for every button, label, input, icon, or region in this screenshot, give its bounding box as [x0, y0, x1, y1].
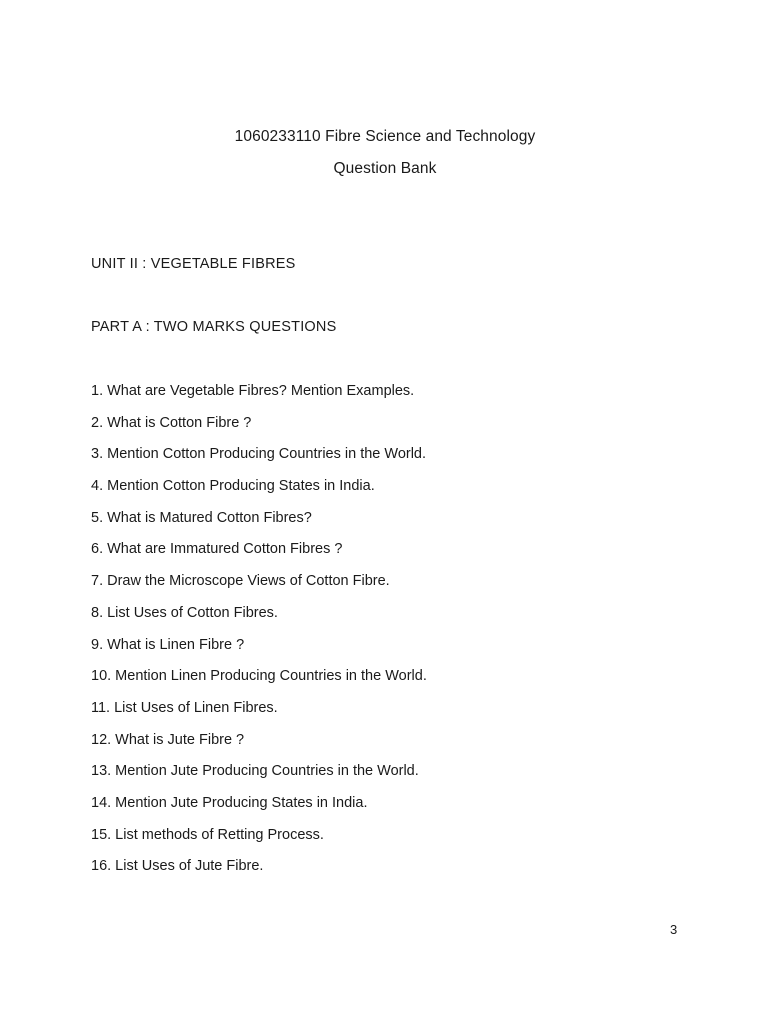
question-item: 6. What are Immatured Cotton Fibres ? — [91, 541, 343, 558]
part-heading: PART A : TWO MARKS QUESTIONS — [91, 319, 337, 335]
question-item: 14. Mention Jute Producing States in India. — [91, 794, 368, 811]
question-item: 15. List methods of Retting Process. — [91, 826, 324, 843]
question-item: 10. Mention Linen Producing Countries in the World. — [91, 668, 427, 685]
question-item: 11. List Uses of Linen Fibres. — [91, 699, 278, 716]
question-item: 7. Draw the Microscope Views of Cotton Fibre. — [91, 573, 390, 590]
course-title: 1060233110 Fibre Science and Technology — [234, 128, 536, 145]
question-item: 12. What is Jute Fibre ? — [91, 731, 245, 748]
question-item: 5. What is Matured Cotton Fibres? — [91, 509, 312, 526]
question-item: 2. What is Cotton Fibre ? — [91, 414, 252, 431]
question-item: 3. Mention Cotton Producing Countries in the World. — [91, 446, 427, 463]
question-item: 4. Mention Cotton Producing States in India. — [91, 478, 375, 495]
question-list — [91, 382, 427, 889]
question-item: 9. What is Linen Fibre ? — [91, 636, 245, 653]
question-item: 8. List Uses of Cotton Fibres. — [91, 604, 278, 621]
document-subtitle: Question Bank — [333, 160, 437, 177]
question-item: 1. What are Vegetable Fibres? Mention Examples. — [91, 383, 415, 399]
question-item: 13. Mention Jute Producing Countries in the World. — [91, 763, 419, 780]
unit-heading: UNIT II : VEGETABLE FIBRES — [91, 256, 296, 272]
page-number: 3 — [670, 922, 678, 937]
question-item: 16. List Uses of Jute Fibre. — [91, 858, 264, 875]
